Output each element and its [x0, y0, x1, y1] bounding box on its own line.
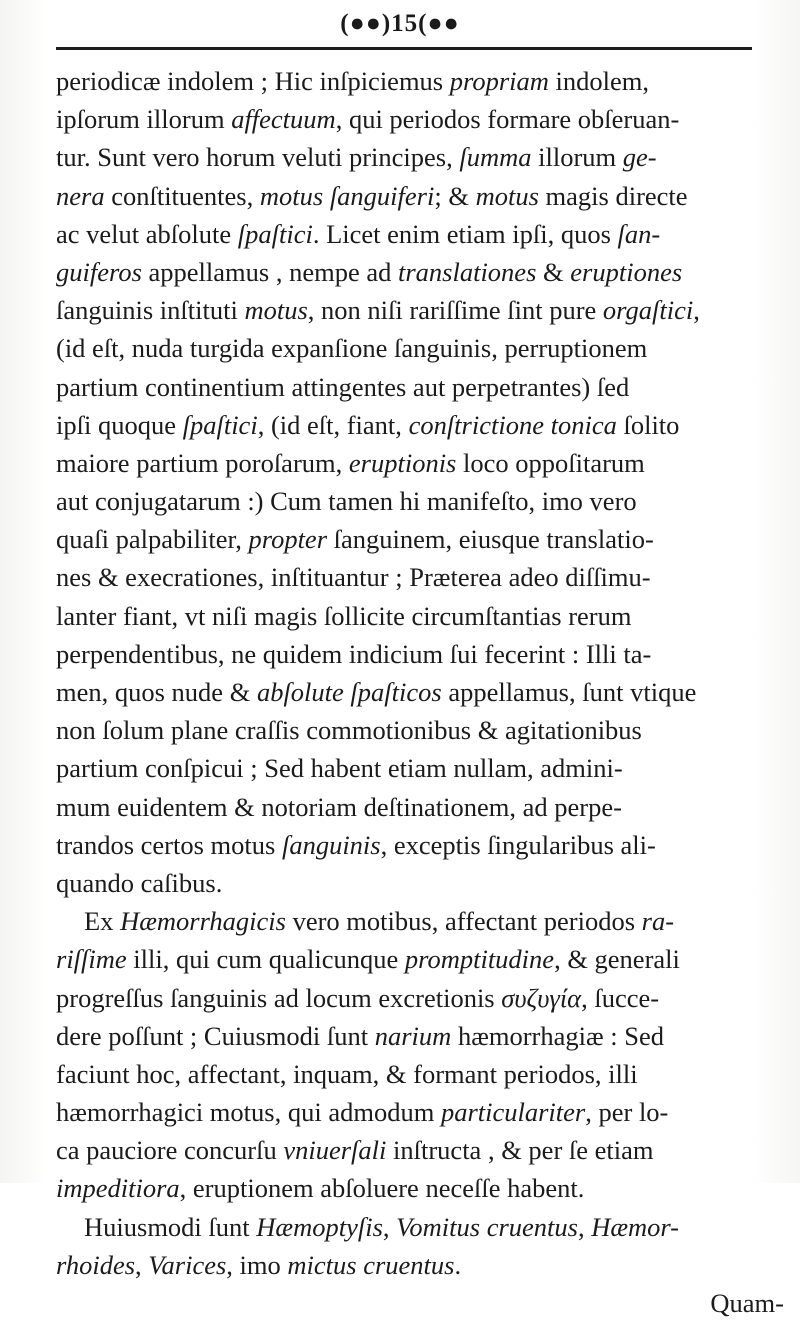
page-header: (●●)15(●● — [340, 10, 460, 37]
text-line — [56, 520, 784, 558]
text-line — [56, 1284, 784, 1322]
text-line — [56, 635, 784, 673]
text-segment: perpendentibus, ne quidem indicium ſui fecerint : Illi ta- — [56, 638, 652, 669]
text-line — [56, 138, 784, 176]
italic-text: ſan- — [617, 218, 661, 249]
text-line — [56, 1169, 784, 1207]
italic-text: affectuum — [231, 104, 336, 135]
text-segment: Ex — [84, 906, 121, 937]
italic-text: eruptionis — [348, 447, 457, 478]
text-segment: hæmorrhagiæ : Sed — [451, 1020, 665, 1051]
text-segment: indolem, — [548, 66, 650, 96]
text-segment: ; & — [434, 180, 476, 211]
italic-text: eruptiones — [570, 256, 683, 287]
text-line — [56, 1246, 784, 1284]
text-segment: inſtructa , & per ſe etiam — [386, 1135, 654, 1166]
text-segment: maiore partium poroſarum, — [56, 447, 349, 478]
text-segment: , ſucce- — [581, 982, 660, 1013]
text-segment: hæmorrhagici motus, qui admodum — [56, 1097, 441, 1128]
italic-text: Varices — [148, 1249, 227, 1280]
text-segment: , — [577, 1211, 592, 1242]
text-line — [56, 749, 784, 787]
text-segment: faciunt hoc, affectant, inquam, & formant periodos, illi — [56, 1058, 638, 1089]
text-line — [56, 673, 784, 711]
italic-text: ſanguinis — [281, 829, 381, 860]
italic-text: riſſime — [56, 944, 127, 975]
text-line — [56, 711, 784, 749]
text-line — [56, 1093, 784, 1131]
italic-text: ge- — [622, 142, 657, 173]
italic-text: impeditiora — [56, 1173, 180, 1204]
italic-text: propriam — [449, 66, 549, 96]
text-segment: , eruptionem abſoluere neceſſe habent. — [179, 1173, 585, 1204]
text-line — [56, 940, 784, 978]
italic-text: translationes — [397, 256, 537, 287]
italic-text: Vomitus cruentus — [396, 1211, 578, 1242]
italic-text: propter — [248, 524, 328, 555]
text-line — [56, 253, 784, 291]
text-segment: lanter fiant, vt niſi magis ſollicite circumſtantias rerum — [56, 600, 632, 631]
italic-text: orgaſtici — [602, 295, 694, 326]
italic-text: abſolute ſpaſticos — [256, 677, 442, 707]
text-segment: aut conjugatarum :) Cum tamen hi manifeſto, imo vero — [56, 486, 637, 517]
text-segment: ſanguinem, eiusque translatio- — [327, 524, 654, 555]
text-line — [56, 864, 784, 902]
text-segment: ca pauciore concurſu — [56, 1135, 284, 1166]
italic-text: motus — [244, 295, 308, 326]
italic-text: nera — [56, 180, 105, 211]
text-segment: trandos certos motus — [56, 829, 282, 860]
text-line — [56, 100, 784, 138]
italic-text: ſpaſtici — [182, 409, 258, 440]
text-segment: tur. Sunt vero horum veluti principes, — [56, 142, 460, 173]
italic-text: mictus cruentus — [287, 1249, 455, 1280]
text-segment: progreſſus ſanguinis ad locum excretionis — [56, 982, 502, 1013]
text-line — [56, 1131, 784, 1169]
text-line — [56, 788, 784, 826]
text-segment: quaſi palpabiliter, — [56, 524, 249, 555]
text-line — [56, 558, 784, 596]
italic-text: narium — [374, 1020, 452, 1051]
italic-text: ra- — [641, 906, 675, 937]
italic-text: conſtrictione tonica — [408, 409, 617, 440]
text-segment: non ſolum plane craſſis commotionibus & agitationibus — [56, 715, 642, 746]
text-segment: appellamus, ſunt vtique — [441, 677, 697, 707]
italic-text: vniuerſali — [283, 1135, 387, 1166]
text-segment: periodicæ indolem ; Hic inſpiciemus — [56, 66, 450, 96]
text-line — [56, 1017, 784, 1055]
text-segment: ſanguinis inſtituti — [56, 295, 245, 326]
italic-text: rhoides — [56, 1249, 136, 1280]
italic-text: motus — [475, 180, 539, 211]
italic-text: ſumma — [459, 142, 532, 173]
italic-text: Hæmorrhagicis — [120, 906, 286, 937]
text-line — [56, 291, 784, 329]
text-segment: partium conſpicui ; Sed habent etiam nullam, admini- — [56, 753, 623, 784]
text-line — [56, 406, 784, 444]
text-line — [56, 902, 784, 940]
text-line — [56, 444, 784, 482]
text-line — [56, 979, 784, 1017]
text-segment: ipſi quoque — [56, 409, 183, 440]
text-segment: , per lo- — [585, 1097, 669, 1128]
text-segment: appellamus , nempe ad — [141, 256, 398, 287]
header-rule — [56, 47, 752, 50]
text-segment: , — [382, 1211, 397, 1242]
text-segment: ipſorum illorum — [56, 104, 232, 135]
text-line — [56, 597, 784, 635]
text-segment: dere poſſunt ; Cuiusmodi ſunt — [56, 1020, 375, 1051]
text-segment: illi, qui cum qualicunque — [126, 944, 405, 975]
text-segment: , imo — [226, 1249, 288, 1280]
text-line — [56, 368, 784, 406]
text-line — [56, 177, 784, 215]
italic-text: Hæmor- — [591, 1211, 680, 1242]
text-segment: illorum — [531, 142, 623, 173]
text-segment: mum euidentem & notoriam deſtinationem, ad perpe- — [56, 791, 622, 822]
text-line — [56, 826, 784, 864]
text-line — [56, 62, 784, 100]
text-segment: quando caſibus. — [56, 867, 223, 898]
text-line — [56, 482, 784, 520]
italic-text: guiferos — [56, 256, 142, 287]
text-segment: magis directe — [538, 180, 688, 211]
italic-text: συζυγία — [501, 982, 582, 1013]
text-segment: & — [536, 256, 571, 287]
text-segment: , — [693, 295, 700, 326]
text-segment: , — [135, 1249, 149, 1280]
text-segment: ſolito — [616, 409, 680, 440]
text-line — [56, 215, 784, 253]
italic-text: promptitudine — [404, 944, 555, 975]
text-segment: Huiusmodi ſunt — [84, 1211, 257, 1242]
italic-text: ſpaſtici — [237, 218, 313, 249]
italic-text: Hæmoptyſis — [256, 1211, 383, 1242]
text-segment: , exceptis ſingularibus ali- — [380, 829, 656, 860]
text-segment: nes & execrationes, inſtituantur ; Præterea adeo diſſimu- — [56, 562, 651, 593]
text-segment: partium continentium attingentes aut perpetrantes) ſed — [56, 371, 630, 402]
text-segment: , non niſi rariſſime ſint pure — [307, 295, 603, 326]
text-segment: ac velut abſolute — [56, 218, 238, 249]
text-segment: . Licet enim etiam ipſi, quos — [312, 218, 618, 249]
text-line — [56, 1208, 784, 1246]
text-line — [56, 329, 784, 367]
italic-text: motus ſanguiferi — [259, 180, 435, 211]
text-segment: . — [454, 1249, 462, 1280]
body-text — [56, 62, 784, 1322]
italic-text: particulariter — [440, 1097, 586, 1128]
text-segment: (id eſt, nuda turgida expanſione ſanguinis, perruptionem — [56, 333, 648, 364]
text-segment: Quam- — [710, 1288, 784, 1318]
text-segment: loco oppoſitarum — [456, 447, 645, 478]
text-segment: men, quos nude & — [56, 677, 257, 707]
text-segment: , (id eſt, fiant, — [257, 409, 409, 440]
text-line — [56, 1055, 784, 1093]
text-segment: , & generali — [554, 944, 680, 975]
text-segment: conſtituentes, — [104, 180, 260, 211]
text-segment: vero motibus, affectant periodos — [285, 906, 642, 937]
text-segment: , qui periodos formare obſeruan- — [335, 104, 680, 135]
